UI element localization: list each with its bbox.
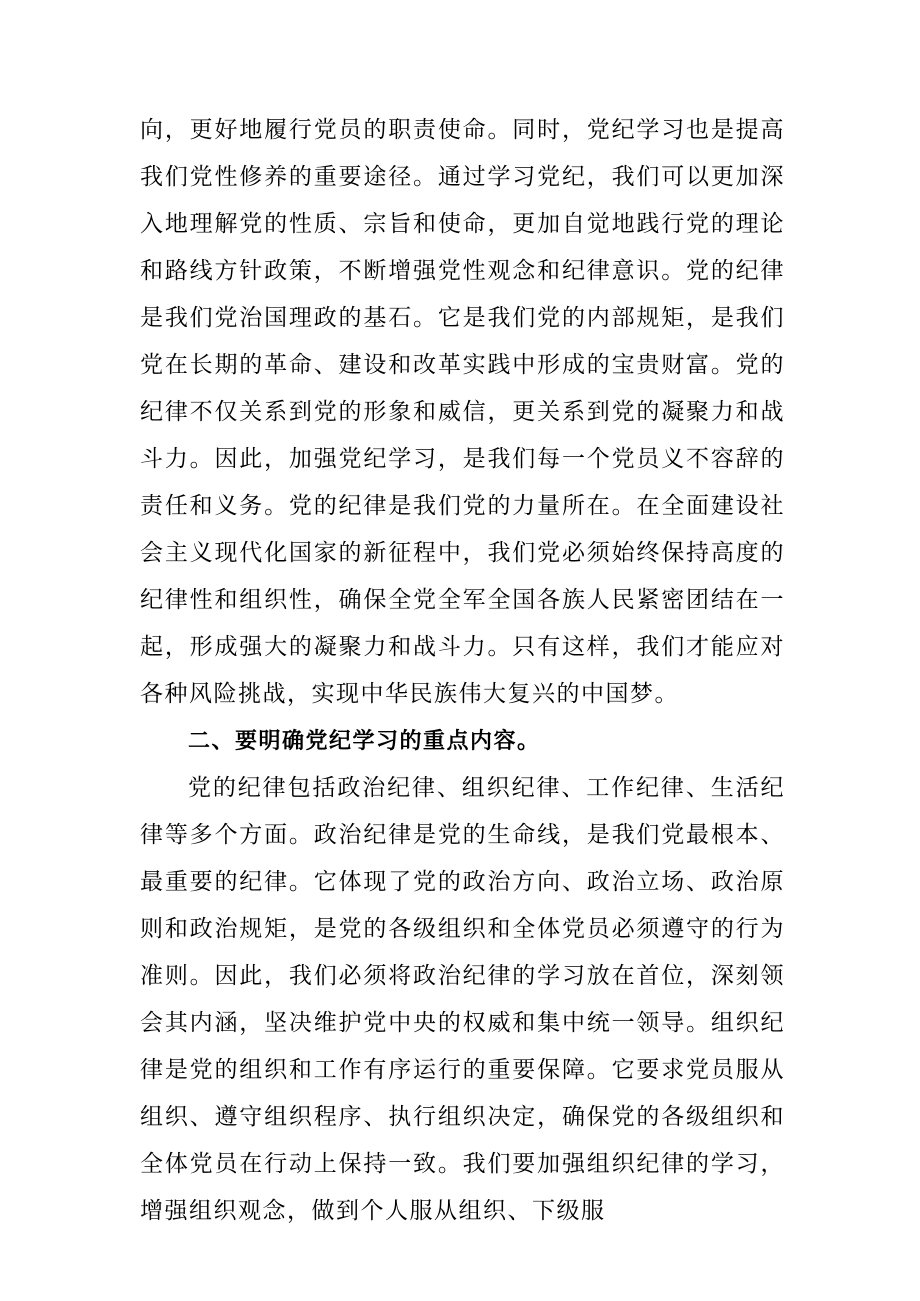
section-heading: 二、要明确党纪学习的重点内容。 xyxy=(188,729,541,754)
body-paragraph: 党的纪律包括政治纪律、组织纪律、工作纪律、生活纪律等多个方面。政治纪律是党的生命线，是我们党最根本、最重要的纪律。它体现了党的政治方向、政治立场、政治原则和政治规矩，是党的各级组织和全体党员必须遵守的行为准则。因此，我们必须将政治纪律的学习放在首位，深刻领会其内涵，坚决维护党中央的权威和集中统一领导。组织纪律是党的组织和工作有序运行的重要保障。它要求党员服从组织、遵守组织程序、执行组织决定，确保党的各级组织和全体党员在行动上保持一致。我们要加强组织纪律的学习，增强组织观念，做到个人服从组织、下级服 xyxy=(140,775,785,1224)
document-body xyxy=(140,107,785,1235)
body-paragraph: 向，更好地履行党员的职责使命。同时，党纪学习也是提高我们党性修养的重要途径。通过学习党纪，我们可以更加深入地理解党的性质、宗旨和使命，更加自觉地践行党的理论和路线方针政策，不断增强党性观念和纪律意识。党的纪律是我们党治国理政的基石。它是我们党的内部规矩，是我们党在长期的革命、建设和改革实践中形成的宝贵财富。党的纪律不仅关系到党的形象和威信，更关系到党的凝聚力和战斗力。因此，加强党纪学习，是我们每一个党员义不容辞的责任和义务。党的纪律是我们党的力量所在。在全面建设社会主义现代化国家的新征程中，我们党必须始终保持高度的纪律性和组织性，确保全党全军全国各族人民紧密团结在一起，形成强大的凝聚力和战斗力。只有这样，我们才能应对各种风险挑战，实现中华民族伟大复兴的中国梦。 xyxy=(140,117,785,707)
